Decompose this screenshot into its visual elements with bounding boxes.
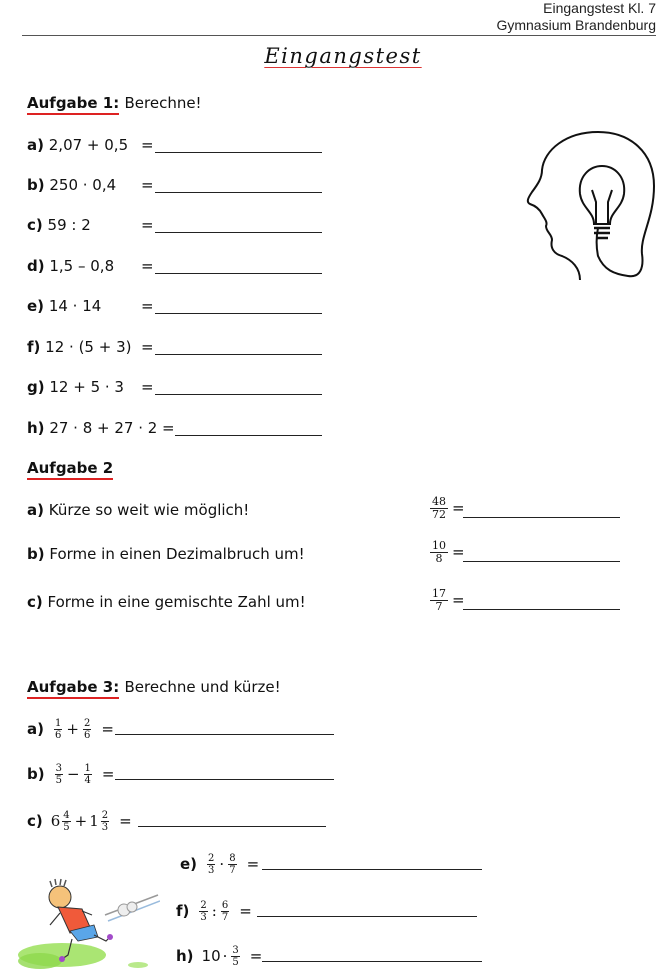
item-label: c) [27,593,43,611]
fraction-expression [428,588,465,613]
numerator: 1 [54,718,62,729]
header-course: Eingangstest Kl. 7 [543,0,656,16]
item-instruction: Kürze so weit wie möglich! [48,501,250,519]
fraction [231,945,239,968]
page-title: Eingangstest [264,44,422,68]
operator: · [219,855,225,873]
aufgabe1-item [27,175,116,195]
numerator: 17 [432,587,446,600]
item-label: a) [27,501,44,519]
aufgabe2-heading: Aufgabe 2 [27,458,113,478]
answer-blank[interactable] [155,152,322,153]
aufgabe3-item [176,900,252,923]
fraction [430,540,448,565]
item-instruction: Forme in eine gemischte Zahl um! [47,593,306,611]
aufgabe1-item [27,296,101,316]
numerator: 8 [229,853,236,864]
equals-sign: = [452,591,465,609]
numerator: 3 [55,763,62,774]
operator: − [66,765,80,783]
equals-sign: = [141,338,154,356]
numerator: 2 [83,718,91,729]
answer-blank[interactable] [155,192,322,193]
numerator: 2 [200,900,207,911]
answer-blank[interactable] [155,313,322,314]
equals-sign: = [239,902,252,920]
denominator: 5 [55,775,62,786]
fraction-expression [428,540,465,565]
aufgabe3-item [27,718,114,741]
denominator: 7 [435,600,443,613]
running-child-illustration [10,875,160,975]
aufgabe2-item [27,592,306,612]
fraction [221,900,229,923]
aufgabe1-item [27,377,124,397]
item-label: h) [176,947,194,965]
item-expression: 12 · (5 + 3) [45,338,132,356]
item-instruction: Forme in einen Dezimalbruch um! [49,545,305,563]
item-expression: 14 · 14 [48,297,102,315]
answer-blank[interactable] [155,232,322,233]
item-label: h) [27,419,45,437]
whole-number: 6 [50,812,61,830]
denominator: 72 [432,508,446,521]
denominator: 5 [63,822,70,833]
fraction [62,810,70,833]
numerator: 10 [432,539,446,552]
fraction [199,900,207,923]
equals-sign: = [452,499,465,517]
aufgabe2-item [27,500,249,520]
aufgabe3-heading: Aufgabe 3: Berechne und kürze! [27,677,281,697]
denominator: 6 [54,730,62,741]
answer-blank[interactable] [463,561,620,562]
equals-sign: = [101,765,115,783]
operator: + [74,812,88,830]
equals-sign: = [101,720,114,738]
item-label: b) [27,765,45,783]
fraction [84,763,92,786]
operator: + [66,720,79,738]
denominator: 3 [101,822,109,833]
numerator: 3 [232,945,239,956]
equals-sign: = [141,257,154,275]
answer-blank[interactable] [463,517,620,518]
whole-number: 10 [201,947,221,965]
item-label: f) [27,338,41,356]
numerator: 6 [221,900,229,911]
head-with-lightbulb-icon [522,128,662,283]
equals-sign: = [452,543,465,561]
item-label: a) [27,720,44,738]
answer-blank[interactable] [257,916,477,917]
answer-blank[interactable] [155,273,322,274]
numerator: 2 [101,810,109,821]
aufgabe1-heading: Aufgabe 1: Berechne! [27,93,202,113]
item-expression: 2,07 + 0,5 [48,136,129,154]
equals-sign: = [141,297,154,315]
item-label: e) [27,297,45,315]
denominator: 5 [232,957,239,968]
aufgabe3-item [27,810,132,833]
fraction [430,588,448,613]
item-label: f) [176,902,190,920]
header-divider [22,35,656,36]
equals-sign: = [119,812,132,830]
equals-sign: = [141,216,154,234]
aufgabe3-item [27,763,115,786]
equals-sign: = [141,378,154,396]
fraction [207,853,215,876]
header-school: Gymnasium Brandenburg [496,17,656,33]
answer-blank[interactable] [155,394,322,395]
numerator: 2 [208,853,215,864]
item-label: g) [27,378,45,396]
item-label: b) [27,176,45,194]
aufgabe1-item [27,215,91,235]
item-expression: 59 : 2 [47,216,91,234]
aufgabe1-item [27,418,157,438]
item-label: b) [27,545,45,563]
equals-sign: = [141,136,154,154]
answer-blank[interactable] [262,869,482,870]
answer-blank[interactable] [115,779,334,780]
denominator: 8 [435,552,443,565]
equals-sign: = [249,947,263,965]
fraction [430,496,448,521]
aufgabe2-item [27,544,305,564]
answer-blank[interactable] [115,734,334,735]
item-label: d) [27,257,45,275]
item-expression: 27 · 8 + 27 · 2 [49,419,158,437]
equals-sign: = [246,855,260,873]
denominator: 4 [84,775,91,786]
numerator: 4 [63,810,70,821]
aufgabe3-item [180,853,259,876]
denominator: 3 [208,865,215,876]
operator: : [211,902,217,920]
denominator: 3 [200,912,207,923]
fraction [83,718,91,741]
denominator: 7 [221,912,229,923]
answer-blank[interactable] [175,435,322,436]
equals-sign: = [141,176,154,194]
item-expression: 1,5 – 0,8 [49,257,115,275]
item-label: c) [27,216,43,234]
item-expression: 12 + 5 · 3 [49,378,124,396]
item-label: a) [27,136,44,154]
answer-blank[interactable] [262,961,482,962]
equals-sign: = [162,419,175,437]
aufgabe1-item [27,256,114,276]
aufgabe1-item [27,337,131,357]
whole-number: 1 [89,812,99,830]
aufgabe3-item [176,945,262,968]
operator: · [222,947,228,965]
fraction [228,853,236,876]
item-expression: 250 · 0,4 [49,176,117,194]
answer-blank[interactable] [138,826,326,827]
answer-blank[interactable] [463,609,620,610]
numerator: 1 [84,763,91,774]
denominator: 6 [83,730,91,741]
item-label: c) [27,812,43,830]
fraction-expression [428,496,465,521]
numerator: 48 [432,495,446,508]
aufgabe1-item [27,135,128,155]
fraction [55,763,63,786]
fraction [54,718,62,741]
fraction [101,810,109,833]
denominator: 7 [229,865,236,876]
answer-blank[interactable] [155,354,322,355]
item-label: e) [180,855,198,873]
